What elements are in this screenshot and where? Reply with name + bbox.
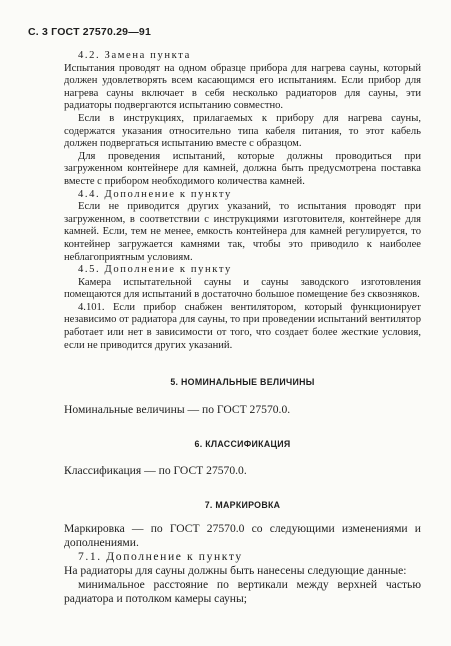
clause-4-4-heading: 4.4. Дополнение к пункту	[78, 188, 232, 200]
paragraph: Испытания проводят на одном образце прибора для нагрева сауны, который должен удовлетворять всем касающимся его испытаниям. Если прибор для нагрева сауны включает в себя несколько радиаторов для сауны, эти радиаторы подвергаются испытанию совместно.	[64, 62, 421, 112]
document-body	[64, 50, 421, 606]
section-7-item: минимальное расстояние по вертикали между верхней частью радиатора и потолком камеры сауны;	[64, 578, 421, 606]
section-7-subtext: На радиаторы для сауны должны быть нанесены следующие данные:	[64, 564, 407, 578]
paragraph: Камера испытательной сауны и сауны заводского изготовления помещаются для испытаний в достаточно большое помещение без сквозняков.	[64, 276, 421, 301]
section-7-text: Маркировка — по ГОСТ 27570.0 со следующими изменениями и дополнениями.	[64, 522, 421, 550]
section-7-title: 7. МАРКИРОВКА	[204, 500, 281, 511]
clause-4-2-heading: 4.2. Замена пункта	[78, 50, 191, 61]
section-5-title: 5. НОМИНАЛЬНЫЕ ВЕЛИЧИНЫ	[170, 377, 315, 388]
paragraph: Если не приводится других указаний, то испытания проводят при загруженном, в соответствии с инструкциями изготовителя, контейнере для камней. Если, тем не менее, емкость контейнера для камней регулируется, то контейнер загружается камнями так, чтобы это приводило к наиболее неблагоприятным условиям.	[64, 201, 421, 263]
page-header: С. 3 ГОСТ 27570.29—91	[28, 26, 151, 38]
clause-7-1-heading: 7.1. Дополнение к пункту	[78, 550, 243, 564]
section-6-text: Классификация — по ГОСТ 27570.0.	[64, 464, 247, 478]
section-5-text: Номинальные величины — по ГОСТ 27570.0.	[64, 402, 291, 416]
paragraph: Если в инструкциях, прилагаемых к прибору для нагрева сауны, содержатся указания относительно типа кабеля питания, то этот кабель должен подвергаться испытанию вместе с образцом.	[64, 112, 421, 150]
paragraph: Для проведения испытаний, которые должны проводиться при загруженном контейнере для камней, должна быть предусмотрена поставка вместе с прибором необходимого количества камней.	[64, 150, 421, 187]
paragraph: 4.101. Если прибор снабжен вентилятором, который функционирует независимо от радиатора для сауны, то при проведении испытаний вентилятор работает или нет в зависимости от того, что создает более жесткие условия, если не приводится других указаний.	[64, 301, 421, 351]
clause-4-5-heading: 4.5. Дополнение к пункту	[78, 264, 232, 276]
section-6-title: 6. КЛАССИФИКАЦИЯ	[194, 438, 291, 449]
